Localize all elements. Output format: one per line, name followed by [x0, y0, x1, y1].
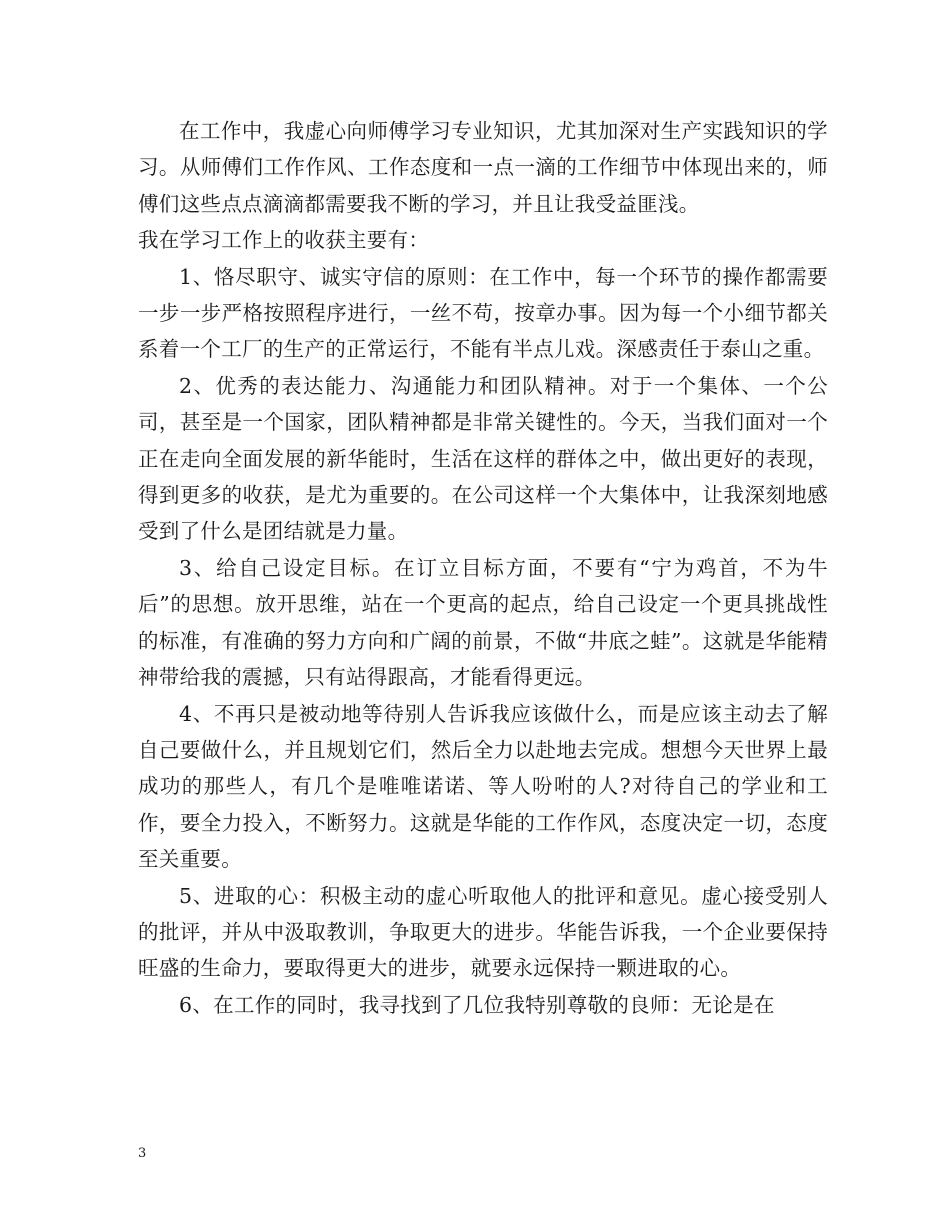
paragraph-item-1: 1、恪尽职守、诚实守信的原则：在工作中，每一个环节的操作都需要一步一步严格按照程序进行，一丝不苟，按章办事。因为每一个小细节都关系着一个工厂的生产的正常运行，不能有半点儿戏。深感责任于泰山之重。: [138, 264, 828, 362]
paragraph-item-5: 5、进取的心：积极主动的虚心听取他人的批评和意见。虚心接受别人的批评，并从中汲取教训，争取更大的进步。华能告诉我，一个企业要保持旺盛的生命力，要取得更大的进步，就要永远保持一颗进取的心。: [138, 883, 828, 981]
paragraph-item-4: 4、不再只是被动地等待别人告诉我应该做什么，而是应该主动去了解自己要做什么，并且规划它们，然后全力以赴地去完成。想想今天世界上最成功的那些人，有几个是唯唯诺诺、等人吩咐的人?对待自己的学业和工作，要全力投入，不断努力。这就是华能的工作作风，态度决定一切，态度至关重要。: [138, 701, 828, 872]
paragraph-item-2: 2、优秀的表达能力、沟通能力和团队精神。对于一个集体、一个公司，甚至是一个国家，团队精神都是非常关键性的。今天，当我们面对一个正在走向全面发展的新华能时，生活在这样的群体之中，做出更好的表现，得到更多的收获，是尤为重要的。在公司这样一个大集体中，让我深刻地感受到了什么是团结就是力量。: [138, 373, 828, 544]
paragraph-intro-text: 在工作中，我虚心向师傅学习专业知识，尤其加深对生产实践知识的学习。从师傅们工作作风、工作态度和一点一滴的工作细节中体现出来的，师傅们这些点点滴滴都需要我不断的学习，并且让我受益匪浅。: [138, 119, 828, 216]
paragraph-intro: [138, 113, 828, 259]
page-number: 3: [138, 1146, 147, 1161]
paragraph-item-3: 3、给自己设定目标。在订立目标方面，不要有“宁为鸡首，不为牛后”的思想。放开思维，站在一个更高的起点，给自己设定一个更具挑战性的标准，有准确的努力方向和广阔的前景，不做“井底之蛙”。这就是华能精神带给我的震撼，只有站得跟高，才能看得更远。: [138, 555, 828, 690]
paragraph-item-6: 6、在工作的同时，我寻找到了几位我特别尊敬的良师：无论是在: [179, 992, 775, 1017]
paragraph-intro-summary: 我在学习工作上的收获主要有：: [138, 228, 430, 253]
document-body: [138, 113, 828, 1023]
